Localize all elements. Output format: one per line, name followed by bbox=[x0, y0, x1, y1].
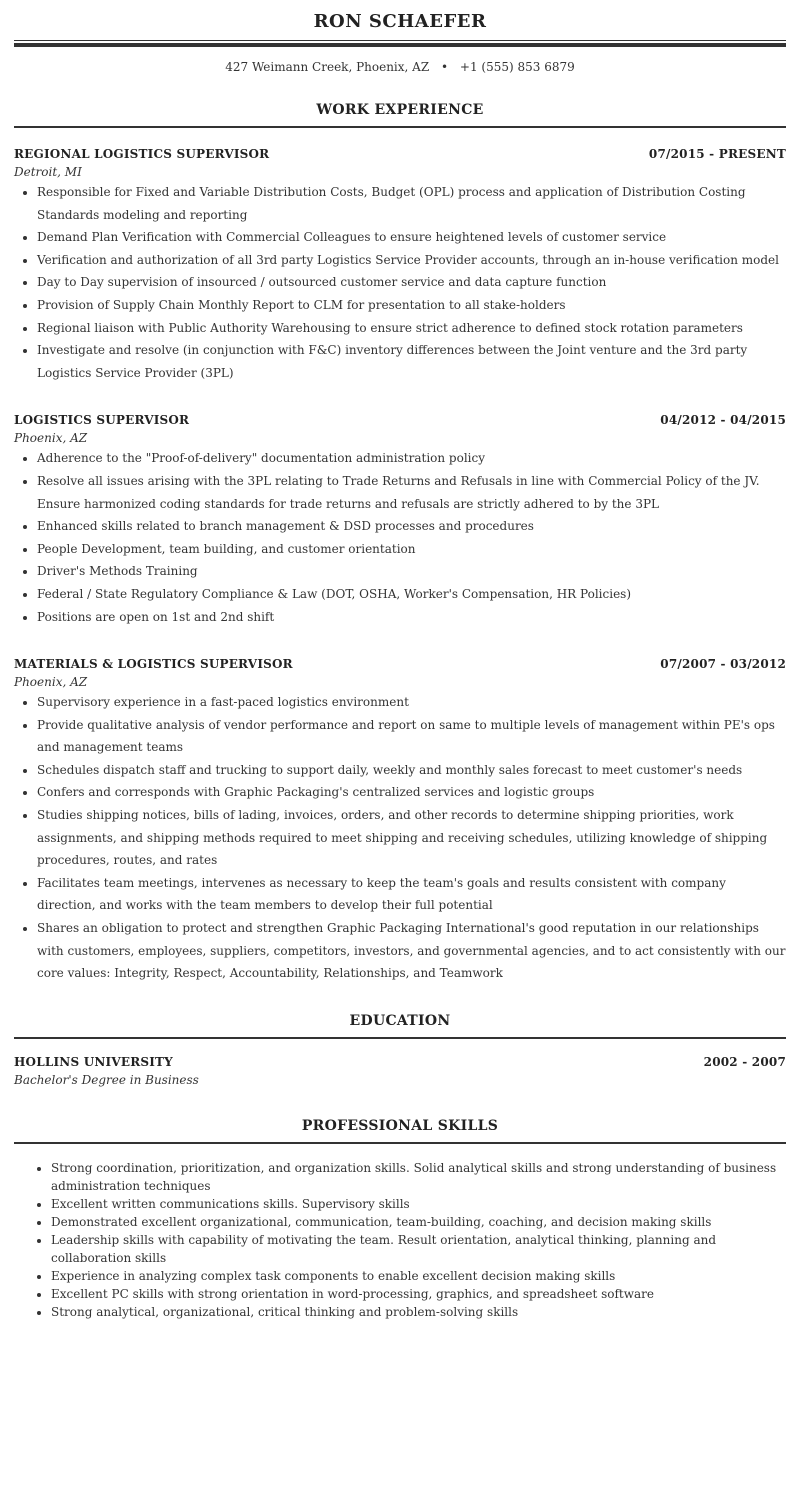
job-entry bbox=[14, 145, 786, 384]
list-item: • Confers and corresponds with Graphic Packaging's centralized services and logistic groups bbox=[37, 781, 786, 804]
list-item: • Shares an obligation to protect and strengthen Graphic Packaging International's good reputation in our relationships with customers, employees, suppliers, competitors, investors, and governmental agencies, and to act consistently with our core values: Integrity, Respect, Accountability, Relationships, and Teamwork bbox=[37, 917, 786, 985]
education-section bbox=[14, 1011, 786, 1089]
list-item: • Enhanced skills related to branch management & DSD processes and procedures bbox=[37, 515, 786, 538]
job-bullets bbox=[14, 691, 786, 985]
list-item: • Provision of Supply Chain Monthly Report to CLM for presentation to all stake-holders bbox=[37, 294, 786, 317]
list-item: • Facilitates team meetings, intervenes as necessary to keep the team's goals and results consistent with company direction, and works with the team members to develop their full potential bbox=[37, 872, 786, 917]
education-dates: 2002 - 2007 bbox=[703, 1054, 786, 1069]
list-item: • Excellent PC skills with strong orientation in word-processing, graphics, and spreadsheet software bbox=[51, 1285, 786, 1303]
list-item: • People Development, team building, and customer orientation bbox=[37, 538, 786, 561]
job-bullets bbox=[14, 447, 786, 628]
section-divider bbox=[14, 1142, 786, 1144]
skills-section bbox=[14, 1116, 786, 1321]
list-item: • Regional liaison with Public Authority Warehousing to ensure strict adherence to defined stock rotation parameters bbox=[37, 317, 786, 340]
list-item: • Studies shipping notices, bills of lading, invoices, orders, and other records to determine shipping priorities, work assignments, and shipping methods required to meet shipping and receiving schedules, utilizing knowledge of shipping procedures, routes, and rates bbox=[37, 804, 786, 872]
resume-page bbox=[14, 0, 786, 1321]
section-divider bbox=[14, 1037, 786, 1039]
contact-line bbox=[14, 58, 786, 76]
list-item: • Strong analytical, organizational, critical thinking and problem-solving skills bbox=[51, 1303, 786, 1321]
list-item: • Demand Plan Verification with Commercial Colleagues to ensure heightened levels of customer service bbox=[37, 226, 786, 249]
section-title-professional-skills: PROFESSIONAL SKILLS bbox=[301, 1117, 499, 1134]
work-experience-section bbox=[14, 100, 786, 985]
address: 427 Weimann Creek, Phoenix, AZ bbox=[225, 60, 430, 74]
job-location: Phoenix, AZ bbox=[14, 675, 88, 690]
school-name: HOLLINS UNIVERSITY bbox=[14, 1054, 173, 1069]
job-bullets bbox=[14, 181, 786, 384]
list-item: • Day to Day supervision of insourced / outsourced customer service and data capture function bbox=[37, 271, 786, 294]
job-title: LOGISTICS SUPERVISOR bbox=[14, 413, 190, 428]
candidate-name: RON SCHAEFER bbox=[313, 11, 487, 32]
section-title-work-experience: WORK EXPERIENCE bbox=[316, 102, 484, 118]
section-divider bbox=[14, 126, 786, 128]
section-title-education: EDUCATION bbox=[349, 1012, 451, 1029]
job-location: Phoenix, AZ bbox=[14, 431, 88, 446]
header-divider bbox=[14, 40, 786, 47]
list-item: • Schedules dispatch staff and trucking to support daily, weekly and monthly sales forecast to meet customer's needs bbox=[37, 759, 786, 782]
list-item: • Resolve all issues arising with the 3PL relating to Trade Returns and Refusals in line with Commercial Policy of the JV. Ensure harmonized coding standards for trade returns and refusals are strictly adhered to by the 3PL bbox=[37, 470, 786, 515]
list-item: • Provide qualitative analysis of vendor performance and report on same to multiple levels of management within PE's ops and management teams bbox=[37, 714, 786, 759]
list-item: • Leadership skills with capability of motivating the team. Result orientation, analytical thinking, planning and collaboration skills bbox=[51, 1231, 786, 1267]
list-item: • Strong coordination, prioritization, and organization skills. Solid analytical skills and strong understanding of business administration techniques bbox=[51, 1159, 786, 1195]
list-item: • Investigate and resolve (in conjunction with F&C) inventory differences between the Joint venture and the 3rd party Logistics Service Provider (3PL) bbox=[37, 339, 786, 384]
list-item: • Experience in analyzing complex task components to enable excellent decision making skills bbox=[51, 1267, 786, 1285]
education-entry bbox=[14, 1053, 786, 1089]
job-entry bbox=[14, 655, 786, 985]
list-item: • Supervisory experience in a fast-paced logistics environment bbox=[37, 691, 786, 714]
list-item: • Adherence to the "Proof-of-delivery" documentation administration policy bbox=[37, 447, 786, 470]
separator-dot: • bbox=[441, 60, 449, 74]
phone: +1 (555) 853 6879 bbox=[459, 60, 575, 74]
list-item: • Excellent written communications skills. Supervisory skills bbox=[51, 1195, 786, 1213]
job-entry bbox=[14, 411, 786, 628]
job-dates: 04/2012 - 04/2015 bbox=[660, 413, 786, 428]
list-item: • Positions are open on 1st and 2nd shift bbox=[37, 606, 786, 629]
list-item: • Demonstrated excellent organizational, communication, team-building, coaching, and decision making skills bbox=[51, 1213, 786, 1231]
job-title: REGIONAL LOGISTICS SUPERVISOR bbox=[14, 147, 270, 161]
list-item: • Verification and authorization of all 3rd party Logistics Service Provider accounts, through an in-house verification model bbox=[37, 249, 786, 272]
list-item: • Responsible for Fixed and Variable Distribution Costs, Budget (OPL) process and application of Distribution Costing Standards modeling and reporting bbox=[37, 181, 786, 226]
list-item: • Federal / State Regulatory Compliance & Law (DOT, OSHA, Worker's Compensation, HR Policies) bbox=[37, 583, 786, 606]
skills-list bbox=[14, 1159, 786, 1321]
job-dates: 07/2015 - PRESENT bbox=[648, 147, 786, 161]
job-title: MATERIALS & LOGISTICS SUPERVISOR bbox=[14, 657, 293, 672]
job-location: Detroit, MI bbox=[14, 165, 82, 179]
job-dates: 07/2007 - 03/2012 bbox=[660, 657, 786, 672]
list-item: • Driver's Methods Training bbox=[37, 560, 786, 583]
degree: Bachelor's Degree in Business bbox=[14, 1072, 199, 1087]
